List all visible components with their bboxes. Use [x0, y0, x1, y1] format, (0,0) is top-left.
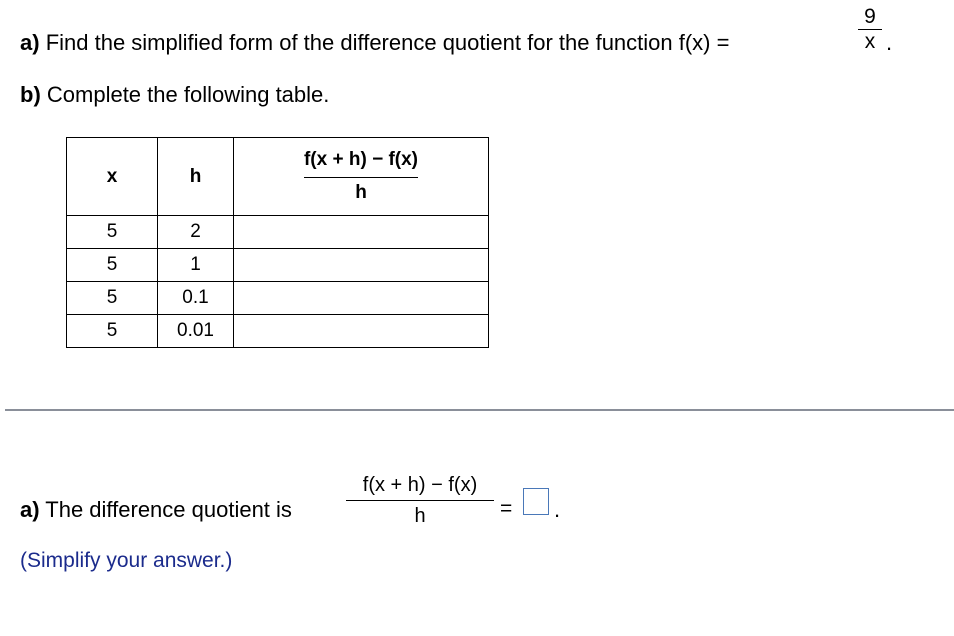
- table-row: [67, 216, 489, 249]
- cell-x: 5: [67, 249, 158, 282]
- cell-h: 0.1: [158, 282, 234, 315]
- function-denominator: x: [864, 30, 876, 53]
- cell-quotient[interactable]: [234, 315, 489, 348]
- cell-h: 0.01: [158, 315, 234, 348]
- cell-x: 5: [67, 282, 158, 315]
- answer-input[interactable]: [523, 488, 549, 515]
- cell-h: 1: [158, 249, 234, 282]
- answer-label: a): [20, 497, 40, 522]
- cell-quotient[interactable]: [234, 216, 489, 249]
- part-a-text: Find the simplified form of the difference quotient for the function f(x) =: [45, 30, 730, 55]
- section-divider: [5, 409, 954, 411]
- cell-x: 5: [67, 315, 158, 348]
- question-part-b: [20, 82, 329, 108]
- function-fraction: [858, 5, 882, 54]
- answer-fraction: [346, 474, 494, 528]
- part-b-text: Complete the following table.: [46, 82, 330, 107]
- header-quotient-denominator: h: [355, 182, 367, 203]
- function-period: .: [886, 30, 893, 55]
- question-part-a: [20, 30, 729, 56]
- cell-x: 5: [67, 216, 158, 249]
- table-row: [67, 282, 489, 315]
- header-h: h: [158, 138, 234, 216]
- cell-quotient[interactable]: [234, 249, 489, 282]
- table-row: [67, 315, 489, 348]
- answer-prompt: [20, 497, 292, 523]
- table-header-row: [67, 138, 489, 216]
- answer-denominator: h: [414, 505, 426, 527]
- difference-quotient-table: [66, 137, 489, 348]
- header-quotient: [234, 138, 489, 216]
- cell-h: 2: [158, 216, 234, 249]
- answer-numerator: f(x + h) − f(x): [362, 474, 478, 496]
- header-quotient-bar: [304, 177, 418, 178]
- part-a-label: a): [20, 30, 40, 55]
- header-x: x: [67, 138, 158, 216]
- function-numerator: 9: [864, 5, 876, 28]
- answer-period: .: [554, 497, 561, 522]
- table-row: [67, 249, 489, 282]
- simplify-hint: (Simplify your answer.): [20, 549, 233, 572]
- answer-fraction-bar: [346, 500, 494, 501]
- answer-equals: =: [500, 497, 513, 520]
- answer-text: The difference quotient is: [45, 497, 292, 522]
- part-b-label: b): [20, 82, 41, 107]
- header-quotient-numerator: f(x + h) − f(x): [303, 149, 418, 170]
- cell-quotient[interactable]: [234, 282, 489, 315]
- header-quotient-fraction: [304, 149, 418, 204]
